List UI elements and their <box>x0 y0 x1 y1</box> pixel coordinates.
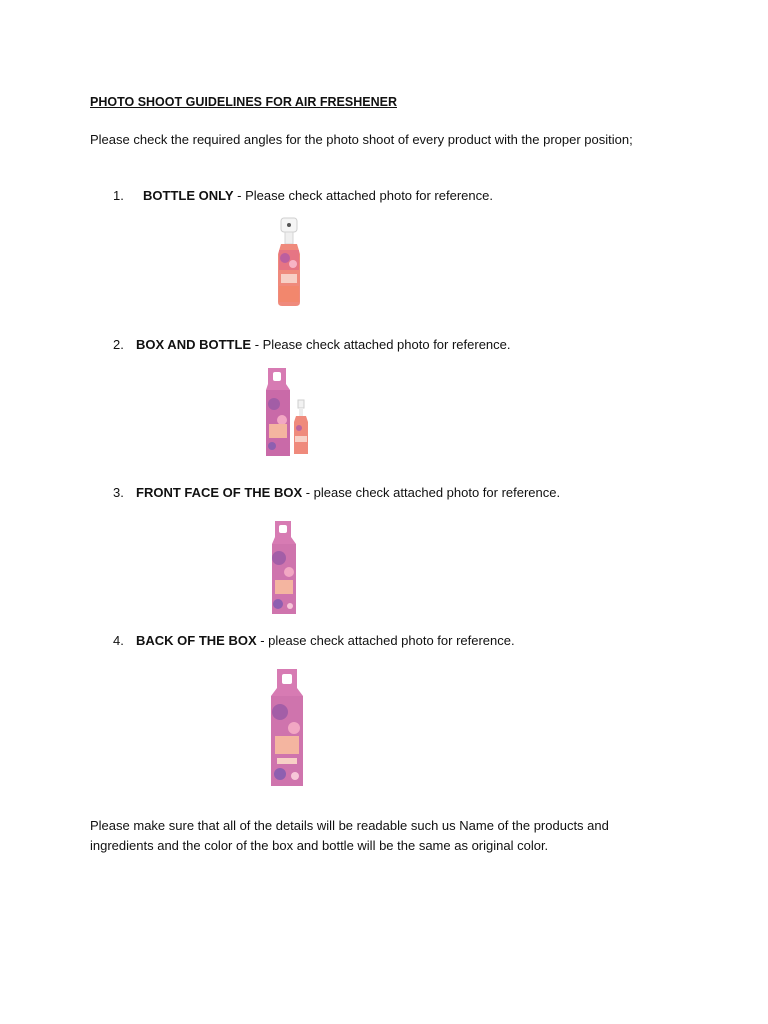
item-heading: BACK OF THE BOX <box>136 633 257 648</box>
item-number: 2. <box>113 337 124 352</box>
document-title: PHOTO SHOOT GUIDELINES FOR AIR FRESHENER <box>90 95 397 109</box>
item-text: - Please check attached photo for reference. <box>251 337 511 352</box>
item-number: 3. <box>113 485 124 500</box>
bottle-only-photo <box>270 214 310 310</box>
item-heading: BOTTLE ONLY <box>143 188 234 203</box>
list-item-bottle-only <box>113 186 493 205</box>
box-and-bottle-photo <box>262 364 312 461</box>
back-of-box-photo <box>266 666 308 790</box>
closing-paragraph: Please make sure that all of the details will be readable such us Name of the products and ingredients and the color of the box and bottle will be the same as original color. <box>90 818 609 853</box>
item-heading: BOX AND BOTTLE <box>136 337 252 352</box>
item-text: - Please check attached photo for reference. <box>233 188 493 203</box>
front-face-of-box-photo <box>266 518 302 618</box>
intro-paragraph: Please check the required angles for the photo shoot of every product with the proper position; <box>90 132 633 147</box>
item-text: - please check attached photo for reference. <box>302 485 561 500</box>
item-number: 4. <box>113 633 124 648</box>
item-text: - please check attached photo for reference. <box>256 633 515 648</box>
list-item-back-of-the-box <box>113 631 515 650</box>
item-heading: FRONT FACE OF THE BOX <box>136 485 303 500</box>
list-item-box-and-bottle <box>113 335 511 354</box>
item-number: 1. <box>113 188 124 203</box>
list-item-front-face-of-the-box <box>113 483 560 502</box>
